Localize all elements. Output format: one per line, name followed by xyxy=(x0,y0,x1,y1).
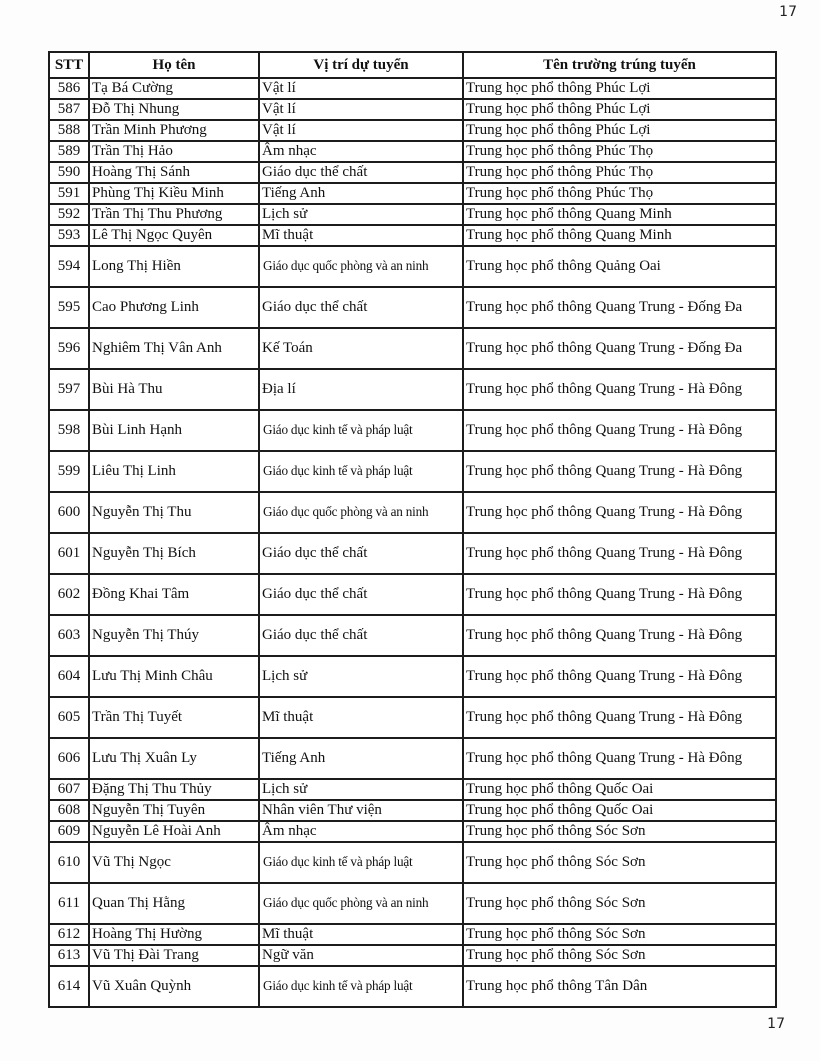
school-cell: Trung học phổ thông Quang Trung - Hà Đông xyxy=(463,369,776,410)
header-school: Tên trường trúng tuyển xyxy=(463,52,776,78)
school-cell: Trung học phổ thông Quang Minh xyxy=(463,225,776,246)
stt-cell: 586 xyxy=(49,78,89,99)
school-cell: Trung học phổ thông Quang Trung - Đống Đa xyxy=(463,287,776,328)
stt-cell: 611 xyxy=(49,883,89,924)
position-cell: Lịch sử xyxy=(259,779,463,800)
school-cell: Trung học phổ thông Quang Trung - Hà Đông xyxy=(463,697,776,738)
school-cell: Trung học phổ thông Phúc Lợi xyxy=(463,78,776,99)
school-cell: Trung học phổ thông Phúc Thọ xyxy=(463,183,776,204)
name-cell: Nguyễn Thị Thu xyxy=(89,492,259,533)
position-cell: Tiếng Anh xyxy=(259,183,463,204)
table-row xyxy=(49,183,776,204)
stt-cell: 612 xyxy=(49,924,89,945)
table-row xyxy=(49,533,776,574)
stt-cell: 605 xyxy=(49,697,89,738)
school-cell: Trung học phổ thông Quang Trung - Đống Đa xyxy=(463,328,776,369)
position-cell: Giáo dục thể chất xyxy=(259,287,463,328)
name-cell: Hoàng Thị Sánh xyxy=(89,162,259,183)
name-cell: Trần Thị Tuyết xyxy=(89,697,259,738)
header-position: Vị trí dự tuyển xyxy=(259,52,463,78)
stt-cell: 601 xyxy=(49,533,89,574)
name-cell: Nguyễn Lê Hoài Anh xyxy=(89,821,259,842)
position-cell: Vật lí xyxy=(259,120,463,141)
table-row xyxy=(49,492,776,533)
school-cell: Trung học phổ thông Quang Trung - Hà Đông xyxy=(463,533,776,574)
table-row xyxy=(49,204,776,225)
table-row xyxy=(49,697,776,738)
position-cell: Vật lí xyxy=(259,78,463,99)
table-row xyxy=(49,966,776,1007)
name-cell: Cao Phương Linh xyxy=(89,287,259,328)
position-cell: Mĩ thuật xyxy=(259,697,463,738)
school-cell: Trung học phổ thông Quang Trung - Hà Đông xyxy=(463,738,776,779)
stt-cell: 608 xyxy=(49,800,89,821)
name-cell: Lưu Thị Xuân Ly xyxy=(89,738,259,779)
school-cell: Trung học phổ thông Phúc Thọ xyxy=(463,141,776,162)
table-row xyxy=(49,883,776,924)
table-row xyxy=(49,800,776,821)
position-cell: Giáo dục quốc phòng và an ninh xyxy=(259,883,463,924)
position-cell: Địa lí xyxy=(259,369,463,410)
name-cell: Trần Minh Phương xyxy=(89,120,259,141)
position-cell: Giáo dục kinh tế và pháp luật xyxy=(259,842,463,883)
school-cell: Trung học phổ thông Quang Trung - Hà Đông xyxy=(463,656,776,697)
stt-cell: 610 xyxy=(49,842,89,883)
name-cell: Vũ Xuân Quỳnh xyxy=(89,966,259,1007)
table-row xyxy=(49,141,776,162)
school-cell: Trung học phổ thông Quang Trung - Hà Đông xyxy=(463,615,776,656)
position-cell: Giáo dục thể chất xyxy=(259,615,463,656)
table-header xyxy=(49,52,776,78)
stt-cell: 614 xyxy=(49,966,89,1007)
name-cell: Trần Thị Thu Phương xyxy=(89,204,259,225)
school-cell: Trung học phổ thông Sóc Sơn xyxy=(463,924,776,945)
school-cell: Trung học phổ thông Quảng Oai xyxy=(463,246,776,287)
school-cell: Trung học phổ thông Quang Trung - Hà Đông xyxy=(463,492,776,533)
school-cell: Trung học phổ thông Quốc Oai xyxy=(463,779,776,800)
name-cell: Nghiêm Thị Vân Anh xyxy=(89,328,259,369)
name-cell: Bùi Linh Hạnh xyxy=(89,410,259,451)
table-row xyxy=(49,410,776,451)
stt-cell: 588 xyxy=(49,120,89,141)
position-cell: Giáo dục kinh tế và pháp luật xyxy=(259,966,463,1007)
stt-cell: 587 xyxy=(49,99,89,120)
table-row xyxy=(49,99,776,120)
stt-cell: 589 xyxy=(49,141,89,162)
position-cell: Giáo dục thể chất xyxy=(259,162,463,183)
stt-cell: 592 xyxy=(49,204,89,225)
table-row xyxy=(49,246,776,287)
table-row xyxy=(49,779,776,800)
table-row xyxy=(49,451,776,492)
table-row xyxy=(49,328,776,369)
position-cell: Giáo dục kinh tế và pháp luật xyxy=(259,410,463,451)
page-number-top: 17 xyxy=(779,4,797,20)
position-cell: Lịch sử xyxy=(259,204,463,225)
school-cell: Trung học phổ thông Sóc Sơn xyxy=(463,842,776,883)
name-cell: Liêu Thị Linh xyxy=(89,451,259,492)
header-name: Họ tên xyxy=(89,52,259,78)
table-row xyxy=(49,120,776,141)
position-cell: Âm nhạc xyxy=(259,141,463,162)
name-cell: Vũ Thị Ngọc xyxy=(89,842,259,883)
table-row xyxy=(49,924,776,945)
position-cell: Tiếng Anh xyxy=(259,738,463,779)
table-row xyxy=(49,162,776,183)
stt-cell: 609 xyxy=(49,821,89,842)
position-cell: Giáo dục thể chất xyxy=(259,533,463,574)
school-cell: Trung học phổ thông Tân Dân xyxy=(463,966,776,1007)
stt-cell: 603 xyxy=(49,615,89,656)
school-cell: Trung học phổ thông Quang Minh xyxy=(463,204,776,225)
name-cell: Bùi Hà Thu xyxy=(89,369,259,410)
name-cell: Lưu Thị Minh Châu xyxy=(89,656,259,697)
stt-cell: 604 xyxy=(49,656,89,697)
table-row xyxy=(49,738,776,779)
school-cell: Trung học phổ thông Phúc Thọ xyxy=(463,162,776,183)
name-cell: Nguyễn Thị Bích xyxy=(89,533,259,574)
table-row xyxy=(49,945,776,966)
name-cell: Long Thị Hiền xyxy=(89,246,259,287)
stt-cell: 593 xyxy=(49,225,89,246)
position-cell: Mĩ thuật xyxy=(259,225,463,246)
school-cell: Trung học phổ thông Phúc Lợi xyxy=(463,99,776,120)
stt-cell: 595 xyxy=(49,287,89,328)
name-cell: Phùng Thị Kiều Minh xyxy=(89,183,259,204)
stt-cell: 594 xyxy=(49,246,89,287)
table-row xyxy=(49,225,776,246)
position-cell: Giáo dục quốc phòng và an ninh xyxy=(259,246,463,287)
stt-cell: 613 xyxy=(49,945,89,966)
table-row xyxy=(49,821,776,842)
school-cell: Trung học phổ thông Phúc Lợi xyxy=(463,120,776,141)
position-cell: Mĩ thuật xyxy=(259,924,463,945)
position-cell: Vật lí xyxy=(259,99,463,120)
admission-results-table xyxy=(48,51,777,1008)
stt-cell: 600 xyxy=(49,492,89,533)
school-cell: Trung học phổ thông Sóc Sơn xyxy=(463,883,776,924)
table-row xyxy=(49,842,776,883)
name-cell: Trần Thị Hảo xyxy=(89,141,259,162)
stt-cell: 590 xyxy=(49,162,89,183)
position-cell: Kế Toán xyxy=(259,328,463,369)
table-row xyxy=(49,78,776,99)
school-cell: Trung học phổ thông Quang Trung - Hà Đông xyxy=(463,410,776,451)
name-cell: Nguyễn Thị Tuyên xyxy=(89,800,259,821)
table-body xyxy=(49,78,776,1007)
name-cell: Nguyễn Thị Thúy xyxy=(89,615,259,656)
stt-cell: 591 xyxy=(49,183,89,204)
name-cell: Đồng Khai Tâm xyxy=(89,574,259,615)
table-row xyxy=(49,615,776,656)
name-cell: Tạ Bá Cường xyxy=(89,78,259,99)
school-cell: Trung học phổ thông Quốc Oai xyxy=(463,800,776,821)
name-cell: Đặng Thị Thu Thủy xyxy=(89,779,259,800)
name-cell: Hoàng Thị Hường xyxy=(89,924,259,945)
table-row xyxy=(49,656,776,697)
position-cell: Ngữ văn xyxy=(259,945,463,966)
stt-cell: 597 xyxy=(49,369,89,410)
table-row xyxy=(49,287,776,328)
position-cell: Giáo dục kinh tế và pháp luật xyxy=(259,451,463,492)
stt-cell: 602 xyxy=(49,574,89,615)
stt-cell: 599 xyxy=(49,451,89,492)
school-cell: Trung học phổ thông Sóc Sơn xyxy=(463,821,776,842)
name-cell: Đỗ Thị Nhung xyxy=(89,99,259,120)
page-number-bottom: 17 xyxy=(767,1016,785,1032)
position-cell: Lịch sử xyxy=(259,656,463,697)
stt-cell: 598 xyxy=(49,410,89,451)
school-cell: Trung học phổ thông Quang Trung - Hà Đông xyxy=(463,451,776,492)
name-cell: Lê Thị Ngọc Quyên xyxy=(89,225,259,246)
table-row xyxy=(49,574,776,615)
position-cell: Nhân viên Thư viện xyxy=(259,800,463,821)
header-stt: STT xyxy=(49,52,89,78)
position-cell: Giáo dục thể chất xyxy=(259,574,463,615)
table-row xyxy=(49,369,776,410)
position-cell: Giáo dục quốc phòng và an ninh xyxy=(259,492,463,533)
stt-cell: 596 xyxy=(49,328,89,369)
school-cell: Trung học phổ thông Sóc Sơn xyxy=(463,945,776,966)
name-cell: Quan Thị Hằng xyxy=(89,883,259,924)
stt-cell: 607 xyxy=(49,779,89,800)
stt-cell: 606 xyxy=(49,738,89,779)
name-cell: Vũ Thị Đài Trang xyxy=(89,945,259,966)
position-cell: Âm nhạc xyxy=(259,821,463,842)
school-cell: Trung học phổ thông Quang Trung - Hà Đông xyxy=(463,574,776,615)
